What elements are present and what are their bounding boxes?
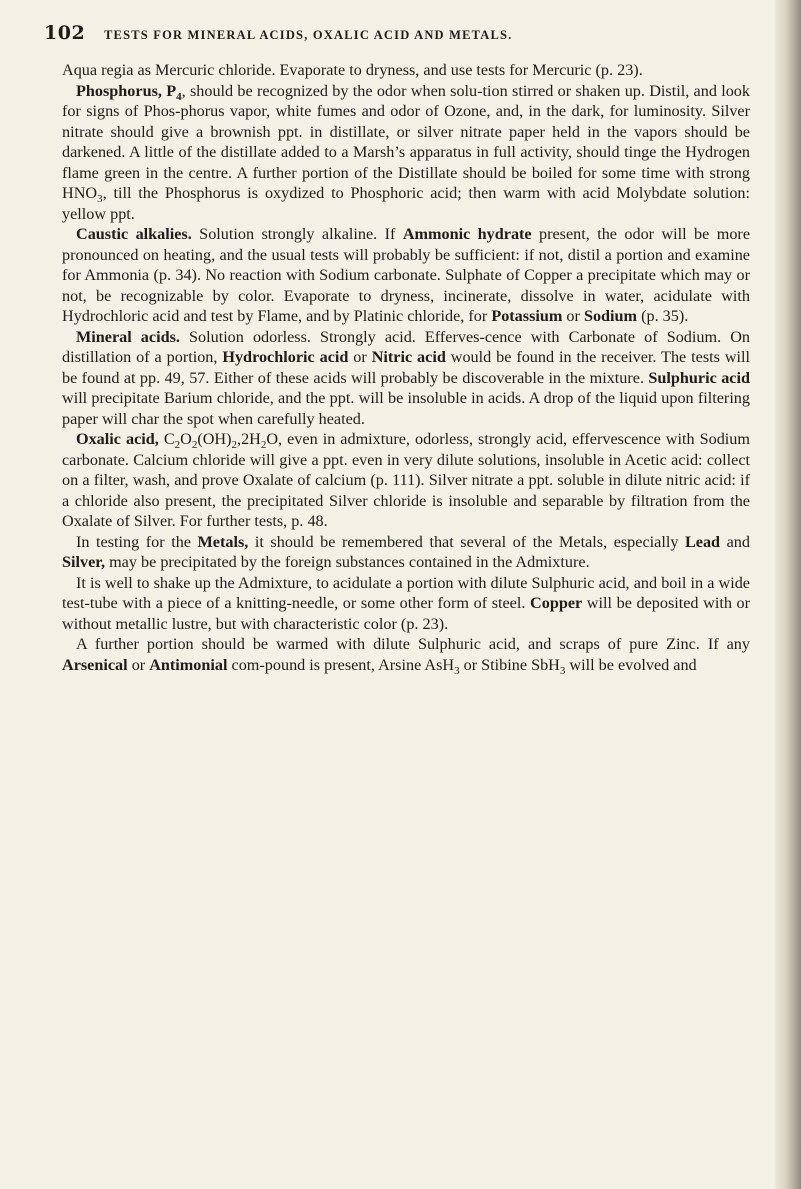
keyword-text: Sodium	[583, 307, 638, 325]
text-run: or Stibine SbH	[459, 655, 560, 674]
text-run: It is well to shake up the Admixture, to acidulate a portion with dilute Sulphuric acid, and boil in a wide test-tube with a piece of a knitting-needle, or some other form of steel.	[62, 573, 750, 612]
paragraph-p1	[62, 60, 750, 81]
text-run: com-pound is present, Arsine AsH	[227, 655, 455, 674]
keyword-text: Ammonic hydrate	[402, 225, 532, 243]
paragraph-p5	[62, 429, 750, 532]
text-run: or	[562, 307, 584, 325]
text-run: Aqua regia as Mercuric chloride. Evaporate to dryness, and use tests for Mercuric (p. 23).	[62, 61, 643, 79]
text-run: 2	[191, 439, 198, 452]
keyword-text: Caustic alkalies.	[76, 225, 192, 243]
running-header	[44, 22, 744, 52]
paragraph-p6	[62, 532, 750, 573]
keyword-text: Lead	[684, 532, 721, 551]
text-run: Solution odorless. Strongly acid. Efferves-cence with Carbonate of Sodium. On distillation of a portion,	[62, 327, 750, 366]
text-run: O, even in admixture, odorless, strongly acid, effervescence with Sodium carbonate. Calcium chloride will give a ppt. even in very dilute solutions, insoluble in Acetic acid: collect on a filter, wash, and prove Oxalate of calcium (p. 111). Silver nitrate a ppt. soluble in dilute nitric acid: if a chloride also present, the precipitated Silver chloride is insoluble and separable by filtration from the Oxalate of Silver. For further tests, p. 48.	[62, 430, 750, 530]
running-head-title: TESTS FOR MINERAL ACIDS, OXALIC ACID AND METALS.	[104, 28, 513, 42]
text-run: will precipitate Barium chloride, and the ppt. will be insoluble in acids. A drop of the liquid upon filtering paper will char the spot when carefully heated.	[62, 389, 750, 428]
text-run: 3	[454, 664, 460, 677]
keyword-text: Copper	[530, 594, 583, 612]
text-run: In testing for the	[76, 532, 198, 551]
page-number: 102	[44, 22, 86, 44]
text-run: 3	[97, 193, 103, 206]
keyword-text: Hydrochloric acid	[222, 348, 349, 366]
keyword-text: Arsenical	[62, 655, 128, 674]
body-text	[62, 60, 750, 675]
keyword-text: Oxalic acid,	[76, 430, 159, 448]
text-run: (OH)	[197, 430, 232, 448]
text-run: A further portion should be warmed with dilute Sulphuric acid, and scraps of pure Zinc. If any	[76, 635, 750, 653]
paragraph-p7	[62, 573, 750, 635]
text-run: may be precipitated by the foreign substances contained in the Admixture.	[105, 553, 590, 571]
keyword-text: Mineral acids.	[76, 327, 180, 346]
keyword-text: Nitric acid	[371, 348, 446, 366]
text-run: will be deposited with or without metallic lustre, but with characteristic color (p. 23).	[62, 594, 750, 633]
text-run: 3	[559, 664, 566, 677]
keyword-text: Antimonial	[149, 655, 228, 674]
text-run: would be found in the receiver. The tests will be found at pp. 49, 57. Either of these acids will probably be discoverable in the mixture.	[62, 348, 751, 387]
text-run: Solution strongly alkaline. If	[191, 225, 403, 243]
keyword-text: Phosphorus, P	[76, 81, 177, 100]
text-run: and	[720, 532, 750, 551]
text-run: it should be remembered that several of the Metals, especially	[248, 532, 685, 551]
text-run: 2	[174, 439, 181, 452]
text-run: , should be recognized by the odor when solu-tion stirred or shaken up. Distil, and look for signs of Phos-phorus vapor, white fumes and odor of Ozone, and, in the dark, for luminosity. Silver nitrate should give a brownish ppt. in distillate, or silver nitrate paper held in the vapors should be darkened. A little of the distillate added to a Marsh’s apparatus in full activity, should tinge the Hydrogen flame green in the centre. A further portion of the Distillate should be boiled for some time with strong HNO	[62, 81, 750, 202]
text-run: C	[158, 430, 175, 448]
paragraph-p4	[62, 327, 750, 430]
text-run: , till the Phosphorus is oxydized to Phosphoric acid; then warm with acid Molybdate solution: yellow ppt.	[62, 184, 750, 223]
text-run: will be evolved and	[565, 655, 697, 674]
text-run: or	[127, 655, 150, 674]
text-run: O	[180, 430, 192, 448]
keyword-text: Potassium	[491, 307, 563, 325]
text-run: 2	[231, 439, 238, 452]
keyword-text: Silver,	[62, 553, 106, 571]
text-run: present, the odor will be more pronounced on heating, and the usual tests will probably be sufficient: if not, distil a portion and examine for Ammonia (p. 34). No reaction with Sodium carbonate. Sulphate of Copper a precipitate which may or not, be recognizable by color. Evaporate to dryness, incinerate, dissolve in water, acidulate with Hydrochloric acid and test by Flame, and by Platinic chloride, for	[62, 225, 750, 325]
paragraph-p8	[62, 634, 750, 675]
page-edge-shadow	[775, 0, 801, 1189]
keyword-text: Sulphuric acid	[648, 368, 750, 387]
text-run: (p. 35).	[637, 307, 689, 325]
text-run: or	[348, 348, 372, 366]
paragraph-p3	[62, 224, 750, 327]
text-run: 2	[260, 439, 267, 452]
text-run: ,2H	[237, 430, 261, 448]
paragraph-p2	[62, 81, 750, 225]
keyword-text: Metals,	[197, 532, 249, 551]
keyword-text: 4	[176, 90, 182, 103]
